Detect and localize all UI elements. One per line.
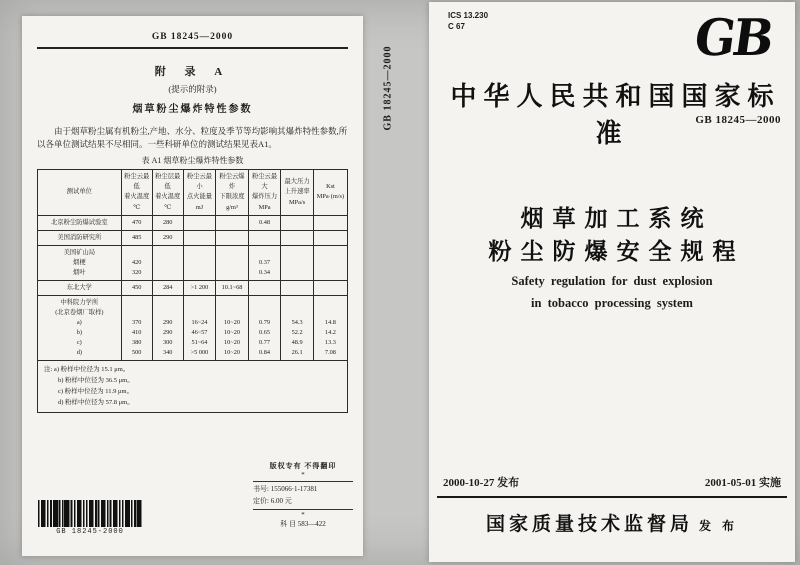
title-en-line1: Safety regulation for dust explosion xyxy=(511,273,713,288)
title-cn-line2: 粉尘防爆安全规程 xyxy=(488,239,745,265)
table-cell: 北京粉尘防爆试验室 xyxy=(38,215,122,230)
table-header-cell: 粉尘云最低 着火温度 ℃ xyxy=(121,170,152,215)
table-cell: 280 xyxy=(152,215,183,230)
table-cell: 美国矿山局 烟梗 烟叶 xyxy=(38,245,122,280)
table-cell xyxy=(281,215,314,230)
classification-code: C 67 xyxy=(448,21,465,31)
table-cell: 470 xyxy=(121,215,152,230)
issue-date: 2000-10-27 发布 xyxy=(443,477,520,489)
page-header-doc-number: GB 18245—2000 xyxy=(151,32,234,42)
table-header-cell: 粉尘层最低 着火温度 ℃ xyxy=(152,170,183,215)
barcode-block xyxy=(35,500,145,536)
table-cell xyxy=(216,215,249,230)
table-cell: 0.48 xyxy=(248,215,281,230)
table-cell xyxy=(152,245,183,280)
table-cell: 290 xyxy=(152,230,183,245)
table-cell xyxy=(313,280,347,295)
table-notes-row xyxy=(38,361,348,412)
table-cell: 370 410 380 500 xyxy=(121,295,152,360)
table-cell xyxy=(281,245,314,280)
left-page xyxy=(22,16,363,556)
table-cell xyxy=(183,215,216,230)
table-cell: 450 xyxy=(121,280,152,295)
table-cell: 0.79 0.65 0.77 0.84 xyxy=(248,295,281,360)
publisher-block xyxy=(249,461,357,530)
table-cell: 14.8 14.2 13.3 7.08 xyxy=(313,295,347,360)
footer-rule xyxy=(437,496,787,498)
title-cn-line1: 烟草加工系统 xyxy=(520,206,713,231)
implementation-date: 2001-05-01 实施 xyxy=(704,477,781,489)
table-cell: 54.3 52.2 48.9 26.1 xyxy=(281,295,314,360)
publisher-rule xyxy=(253,481,353,482)
table-cell xyxy=(281,280,314,295)
appendix-title: 烟草粉尘爆炸特性参数 xyxy=(132,104,253,115)
table-header-cell: 测试单位 xyxy=(38,170,122,215)
separator-star: * xyxy=(301,510,305,519)
table-cell xyxy=(313,230,347,245)
book-number: 书号: 155066·1-17381 xyxy=(253,485,318,494)
table-header-row xyxy=(38,170,348,215)
barcode-image xyxy=(38,500,142,527)
appendix-label: 附 录 A xyxy=(154,66,231,78)
table-cell: 290 290 300 340 xyxy=(152,295,183,360)
table-cell xyxy=(281,230,314,245)
price: 定价: 6.00 元 xyxy=(253,496,292,505)
ics-code: ICS 13.230 xyxy=(448,11,489,20)
table-cell xyxy=(313,245,347,280)
title-en-line2: in tobacco processing system xyxy=(531,295,693,310)
table-row xyxy=(38,230,348,245)
appendix-type: (提示的附录) xyxy=(168,84,217,94)
table-cell: 420 320 xyxy=(121,245,152,280)
table-row xyxy=(38,280,348,295)
barcode-label: GB 18245-2000 xyxy=(56,528,124,536)
cover-page xyxy=(429,2,795,562)
catalog-number: 科 目 583—422 xyxy=(280,519,326,528)
table-caption: 表 A1 烟草粉尘爆炸特性参数 xyxy=(141,156,244,166)
table-notes: 注: a) 粉样中位径为 15.1 μm。 b) 粉样中位径为 36.5 μm。 c) 粉样中位径为 11.9 μm。 d) 粉样中位径为 57.8 μm。 xyxy=(38,361,348,412)
standard-title-block xyxy=(429,202,795,313)
table-header-cell: 粉尘云最大 爆炸压力 MPa xyxy=(248,170,281,215)
table-cell xyxy=(183,245,216,280)
intro-paragraph: 由于烟草粉尘属有机粉尘,产地、水分、粒度及季节等均影响其爆炸特性参数,所以各单位测试结果不尽相同。一些科研单位的测试结果见表A1。 xyxy=(37,126,348,150)
table-cell: 284 xyxy=(152,280,183,295)
issuer-suffix: 发 布 xyxy=(699,519,739,533)
table-cell: 美国消防研究所 xyxy=(38,230,122,245)
table-header-cell: 最大压力 上升速率 MPa/s xyxy=(281,170,314,215)
gb-logo-icon: GB xyxy=(691,8,776,68)
copyright-notice: 版权专有 不得翻印 xyxy=(269,462,337,471)
table-cell: >1 200 xyxy=(183,280,216,295)
cover-doc-number: GB 18245—2000 xyxy=(695,114,781,126)
table-cell: 485 xyxy=(121,230,152,245)
table-header-cell: Kst MPa·(m/s) xyxy=(313,170,347,215)
table-header-cell: 粉尘云爆炸 下限浓度 g/m³ xyxy=(216,170,249,215)
table-cell: 东北大学 xyxy=(38,280,122,295)
table-row xyxy=(38,215,348,230)
issuing-authority xyxy=(429,509,795,536)
separator-star: * xyxy=(301,471,305,480)
explosion-parameters-table xyxy=(37,169,348,412)
table-cell xyxy=(313,215,347,230)
table-cell: 中科院力学所 (北京卷烟厂取样) a) b) c) d) xyxy=(38,295,122,360)
table-cell xyxy=(248,230,281,245)
national-standard-heading: 中华人民共和国国家标准 xyxy=(450,82,781,148)
header-rule xyxy=(37,47,348,49)
left-page-footer xyxy=(22,462,363,556)
table-cell xyxy=(183,230,216,245)
table-cell: 10~20 10~20 10~20 10~20 xyxy=(216,295,249,360)
table-cell: 16~24 46~57 51~64 >5 000 xyxy=(183,295,216,360)
table-cell xyxy=(216,245,249,280)
issuer-name: 国家质量技术监督局 xyxy=(485,514,693,535)
dates-row xyxy=(429,474,795,490)
table-row xyxy=(38,295,348,360)
table-header-cell: 粉尘云最小 点火能量 mJ xyxy=(183,170,216,215)
table-cell: 0.37 0.34 xyxy=(248,245,281,280)
table-cell xyxy=(216,230,249,245)
table-cell: 10.1~68 xyxy=(216,280,249,295)
table-row xyxy=(38,245,348,280)
table-cell xyxy=(248,280,281,295)
left-page-content xyxy=(22,16,363,413)
ics-codes xyxy=(448,11,488,33)
publisher-rule xyxy=(253,509,353,510)
spine-doc-number: GB 18245—2000 xyxy=(382,45,394,131)
